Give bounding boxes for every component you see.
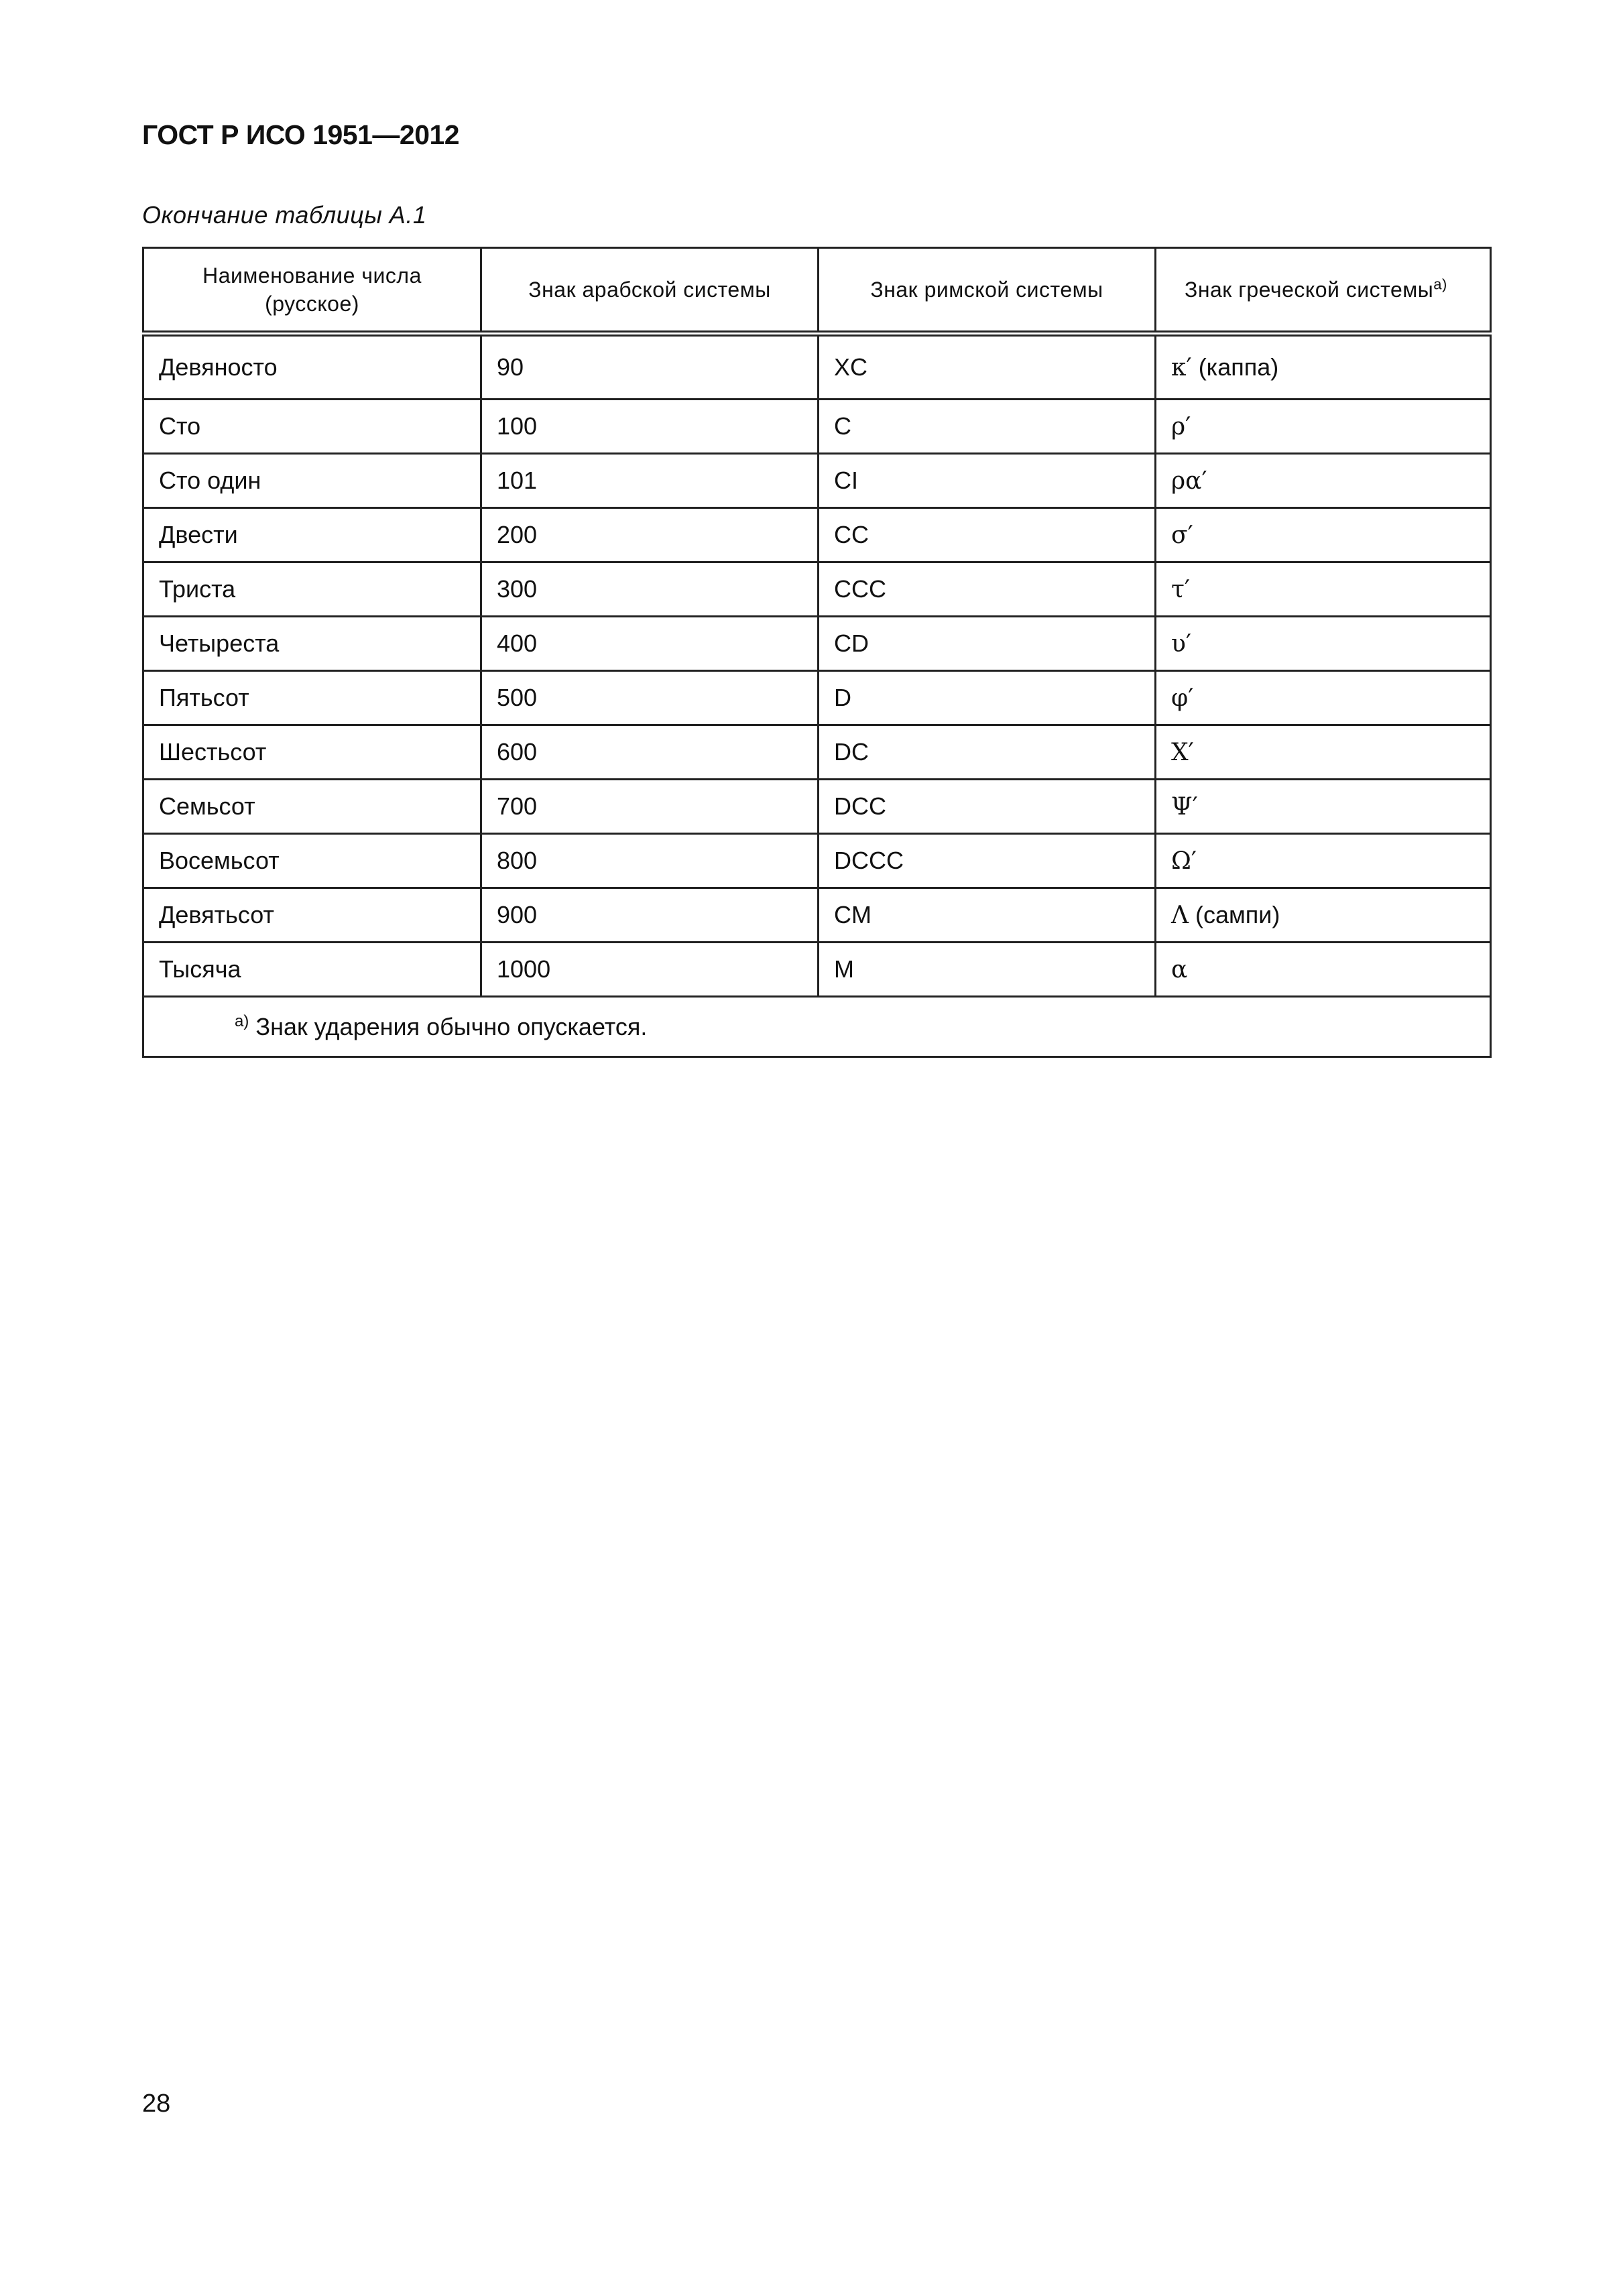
greek-sign-note: (каппа) (1191, 353, 1279, 381)
numerals-table-container (142, 247, 1490, 1058)
cell-roman: DC (819, 725, 1156, 780)
greek-sign: ρα′ (1171, 467, 1207, 495)
cell-roman: M (819, 943, 1156, 997)
cell-arabic: 500 (481, 671, 819, 725)
cell-greek (1156, 943, 1491, 997)
cell-greek (1156, 834, 1491, 888)
table-caption: Окончание таблицы А.1 (142, 201, 427, 229)
cell-name: Четыреста (143, 617, 481, 671)
cell-roman: DCC (819, 780, 1156, 834)
column-header-greek-footnote-mark: a) (1433, 276, 1447, 293)
cell-greek (1156, 400, 1491, 454)
cell-name: Девяносто (143, 334, 481, 400)
cell-roman: D (819, 671, 1156, 725)
cell-name: Восемьсот (143, 834, 481, 888)
cell-roman: CM (819, 888, 1156, 943)
cell-greek (1156, 508, 1491, 562)
table-row (143, 334, 1491, 400)
column-header-roman-label: Знак римской системы (870, 278, 1103, 302)
greek-sign: Λ (1171, 902, 1189, 929)
greek-sign: α (1171, 956, 1188, 983)
cell-arabic: 1000 (481, 943, 819, 997)
table-footnote-row (143, 997, 1491, 1057)
greek-sign: υ′ (1171, 630, 1192, 658)
table-row (143, 562, 1491, 617)
cell-greek (1156, 562, 1491, 617)
cell-arabic: 300 (481, 562, 819, 617)
cell-greek (1156, 671, 1491, 725)
column-header-arabic (481, 248, 819, 334)
column-header-greek-label: Знак греческой системы (1185, 278, 1434, 302)
cell-name: Семьсот (143, 780, 481, 834)
table-header-row (143, 248, 1491, 334)
cell-greek (1156, 780, 1491, 834)
cell-roman: DCCC (819, 834, 1156, 888)
document-header: ГОСТ Р ИСО 1951—2012 (142, 119, 460, 150)
cell-greek (1156, 454, 1491, 508)
table-row (143, 943, 1491, 997)
greek-sign: τ′ (1171, 576, 1191, 603)
table-row (143, 508, 1491, 562)
column-header-name-label: Наименование числа (русское) (202, 263, 422, 316)
cell-roman: CC (819, 508, 1156, 562)
cell-name: Двести (143, 508, 481, 562)
table-row (143, 454, 1491, 508)
column-header-greek (1156, 248, 1491, 334)
cell-arabic: 600 (481, 725, 819, 780)
cell-arabic: 200 (481, 508, 819, 562)
numerals-table (142, 247, 1492, 1058)
table-row (143, 671, 1491, 725)
table-row (143, 780, 1491, 834)
cell-greek (1156, 617, 1491, 671)
cell-greek (1156, 334, 1491, 400)
column-header-name (143, 248, 481, 334)
cell-roman: CI (819, 454, 1156, 508)
cell-arabic: 400 (481, 617, 819, 671)
table-row (143, 617, 1491, 671)
greek-sign-note: (сампи) (1189, 901, 1280, 928)
greek-sign: ρ′ (1171, 413, 1191, 440)
cell-arabic: 900 (481, 888, 819, 943)
cell-name: Сто один (143, 454, 481, 508)
cell-arabic: 700 (481, 780, 819, 834)
cell-name: Сто (143, 400, 481, 454)
greek-sign: Χ′ (1171, 739, 1194, 766)
column-header-roman (819, 248, 1156, 334)
cell-roman: CCC (819, 562, 1156, 617)
table-row (143, 725, 1491, 780)
cell-arabic: 101 (481, 454, 819, 508)
cell-arabic: 800 (481, 834, 819, 888)
footnote-mark: a) (235, 1012, 249, 1030)
table-footnote (143, 997, 1491, 1057)
column-header-arabic-label: Знак арабской системы (528, 278, 771, 302)
cell-greek (1156, 725, 1491, 780)
table-row (143, 400, 1491, 454)
greek-sign: σ′ (1171, 522, 1193, 549)
cell-name: Тысяча (143, 943, 481, 997)
table-body (143, 334, 1491, 997)
greek-sign: Ψ′ (1171, 793, 1198, 821)
cell-roman: C (819, 400, 1156, 454)
cell-arabic: 100 (481, 400, 819, 454)
cell-name: Пятьсот (143, 671, 481, 725)
cell-roman: CD (819, 617, 1156, 671)
page-number: 28 (142, 2090, 171, 2118)
cell-name: Шестьсот (143, 725, 481, 780)
greek-sign: Ω′ (1171, 847, 1197, 875)
footnote-text: Знак ударения обычно опускается. (255, 1012, 648, 1040)
cell-greek (1156, 888, 1491, 943)
greek-sign: φ′ (1171, 684, 1194, 712)
cell-name: Девятьсот (143, 888, 481, 943)
greek-sign: κ′ (1171, 354, 1192, 381)
table-row (143, 888, 1491, 943)
cell-name: Триста (143, 562, 481, 617)
cell-arabic: 90 (481, 334, 819, 400)
table-row (143, 834, 1491, 888)
cell-roman: XC (819, 334, 1156, 400)
